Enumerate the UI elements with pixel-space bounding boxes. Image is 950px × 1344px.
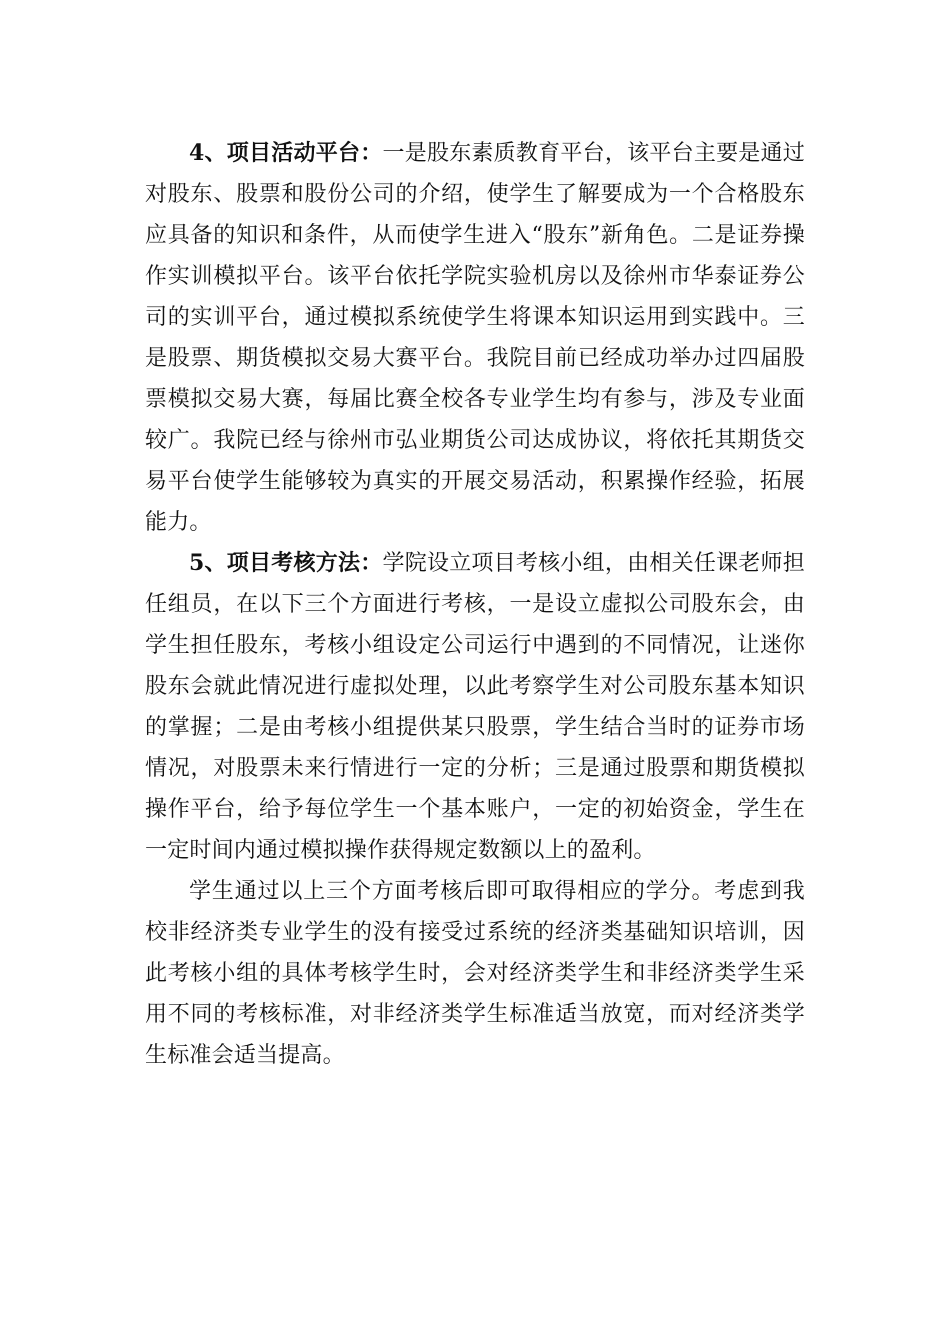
paragraph-heading: 4、项目活动平台： — [189, 140, 383, 166]
paragraph-credits — [145, 871, 805, 1076]
paragraph-text: 学院设立项目考核小组，由相关任课老师担任组员，在以下三个方面进行考核，一是设立虚拟公司股东会，由学生担任股东，考核小组设定公司运行中遇到的不同情况，让迷你股东会就此情况进行虚拟处理，以此考察学生对公司股东基本知识的掌握；二是由考核小组提供某只股票，学生结合当时的证券市场情况，对股票未来行情进行一定的分析；三是通过股票和期货模拟操作平台，给予每位学生一个基本账户，一定的初始资金，学生在一定时间内通过模拟操作获得规定数额以上的盈利。 — [145, 551, 805, 863]
paragraph-activity-platform — [145, 133, 805, 543]
paragraph-heading: 5、项目考核方法： — [189, 550, 383, 576]
document-body — [145, 133, 805, 1076]
paragraph-assessment-method — [145, 543, 805, 871]
paragraph-text: 一是股东素质教育平台，该平台主要是通过对股东、股票和股份公司的介绍，使学生了解要成为一个合格股东应具备的知识和条件，从而使学生进入“股东”新角色。二是证券操作实训模拟平台。该平台依托学院实验机房以及徐州市华泰证券公司的实训平台，通过模拟系统使学生将课本知识运用到实践中。三是股票、期货模拟交易大赛平台。我院目前已经成功举办过四届股票模拟交易大赛，每届比赛全校各专业学生均有参与，涉及专业面较广。我院已经与徐州市弘业期货公司达成协议，将依托其期货交易平台使学生能够较为真实的开展交易活动，积累操作经验，拓展能力。 — [145, 141, 805, 535]
paragraph-text: 学生通过以上三个方面考核后即可取得相应的学分。考虑到我校非经济类专业学生的没有接受过系统的经济类基础知识培训，因此考核小组的具体考核学生时，会对经济类学生和非经济类学生采用不同的考核标准，对非经济类学生标准适当放宽，而对经济类学生标准会适当提高。 — [145, 879, 805, 1068]
